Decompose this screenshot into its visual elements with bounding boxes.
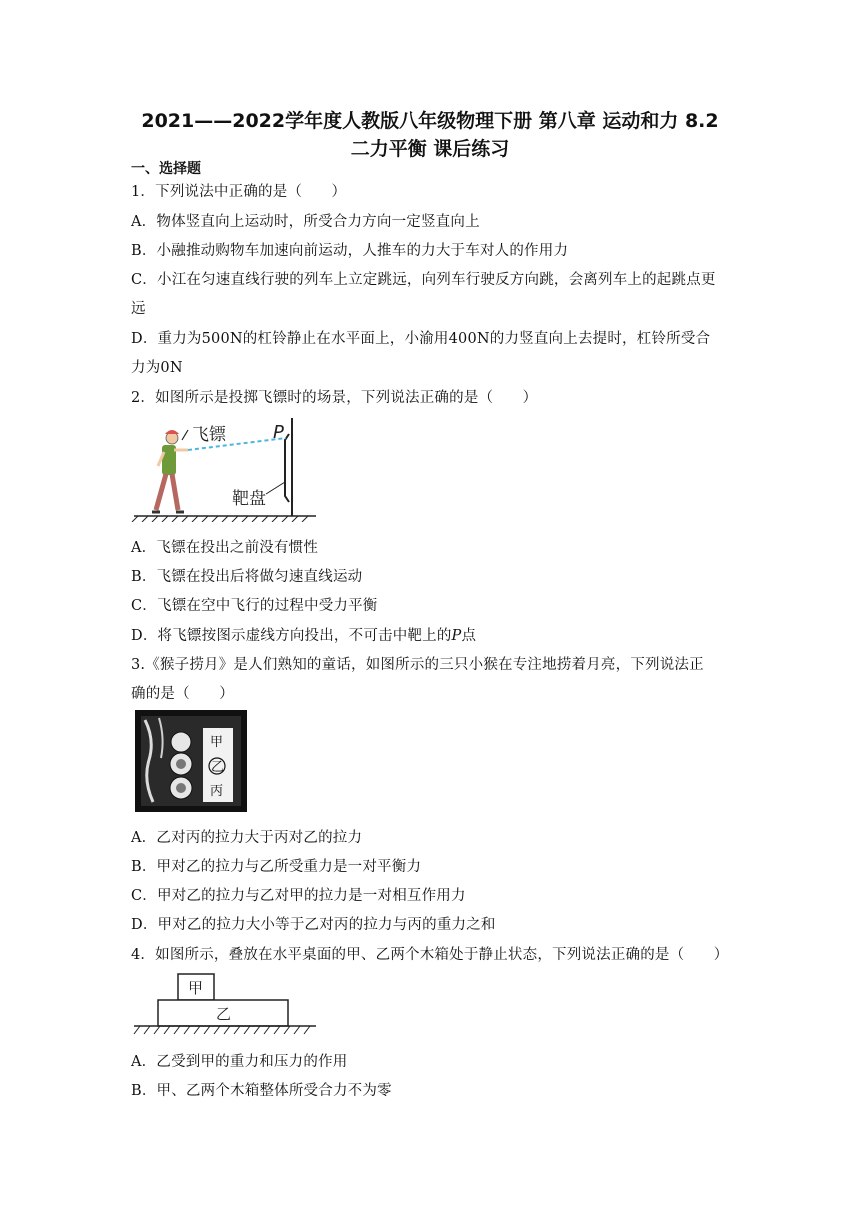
q4-stem: 4．如图所示，叠放在水平桌面的甲、乙两个木箱处于静止状态，下列说法正确的是（ ）	[131, 947, 729, 963]
q3-monkey-figure	[135, 710, 247, 812]
q3-label-jia: 甲	[210, 735, 224, 750]
q3-label-bing: 丙	[210, 784, 224, 799]
q2-option-b: B．飞镖在投出后将做匀速直线运动	[131, 569, 363, 585]
q2-stem: 2．如图所示是投掷飞镖时的场景，下列说法正确的是（ ）	[131, 390, 538, 406]
q4-label-yi: 乙	[216, 1005, 232, 1023]
q2-option-d-end: 点	[461, 628, 477, 644]
q3-stem-cont: 确的是（ ）	[131, 686, 234, 702]
doc-title-line1: 2021——2022学年度人教版八年级物理下册 第八章 运动和力 8.2	[141, 110, 719, 132]
q2-option-d-text: D．将飞镖按图示虚线方向投出，不可击中靶上的	[131, 628, 452, 644]
q4-box-figure	[130, 970, 320, 1040]
q2-label-dart: 飞镖	[192, 425, 226, 445]
q3-option-b: B．甲对乙的拉力与乙所受重力是一对平衡力	[131, 859, 422, 875]
q2-dart-figure	[130, 414, 320, 522]
q2-option-c: C．飞镖在空中飞行的过程中受力平衡	[131, 598, 378, 614]
q1-option-d: D．重力为500N的杠铃静止在水平面上，小渝用400N的力竖直向上去提时，杠铃所受合	[131, 331, 711, 347]
q2-label-board: 靶盘	[232, 489, 266, 509]
q1-option-a: A．物体竖直向上运动时，所受合力方向一定竖直向上	[131, 214, 480, 230]
q2-label-p: P	[273, 422, 284, 443]
q2-option-d-p: P	[451, 628, 462, 644]
q3-stem: 3.《猴子捞月》是人们熟知的童话，如图所示的三只小猴在专注地捞着月亮，下列说法正	[131, 657, 704, 673]
q3-option-d: D．甲对乙的拉力大小等于乙对丙的拉力与丙的重力之和	[131, 917, 496, 933]
q1-option-d-cont: 力为0N	[131, 360, 183, 376]
q3-label-yi: 乙	[211, 760, 225, 775]
doc-title-line2: 二力平衡 课后练习	[350, 138, 510, 160]
q1-stem: 1．下列说法中正确的是（ ）	[131, 184, 347, 200]
q2-option-a: A．飞镖在投出之前没有惯性	[131, 540, 319, 556]
q1-option-c-cont: 远	[131, 301, 146, 317]
q3-option-a: A．乙对丙的拉力大于丙对乙的拉力	[131, 830, 363, 846]
q4-option-b: B．甲、乙两个木箱整体所受合力不为零	[131, 1083, 392, 1099]
q1-option-b: B．小融推动购物车加速向前运动，人推车的力大于车对人的作用力	[131, 243, 569, 259]
q2-option-d	[131, 624, 476, 645]
q4-option-a: A．乙受到甲的重力和压力的作用	[131, 1054, 348, 1070]
q3-option-c: C．甲对乙的拉力与乙对甲的拉力是一对相互作用力	[131, 888, 466, 904]
q1-option-c: C．小江在匀速直线行驶的列车上立定跳远，向列车行驶反方向跳，会离列车上的起跳点更	[131, 272, 716, 288]
q4-label-jia: 甲	[188, 979, 204, 997]
section-heading: 一、选择题	[131, 161, 201, 177]
